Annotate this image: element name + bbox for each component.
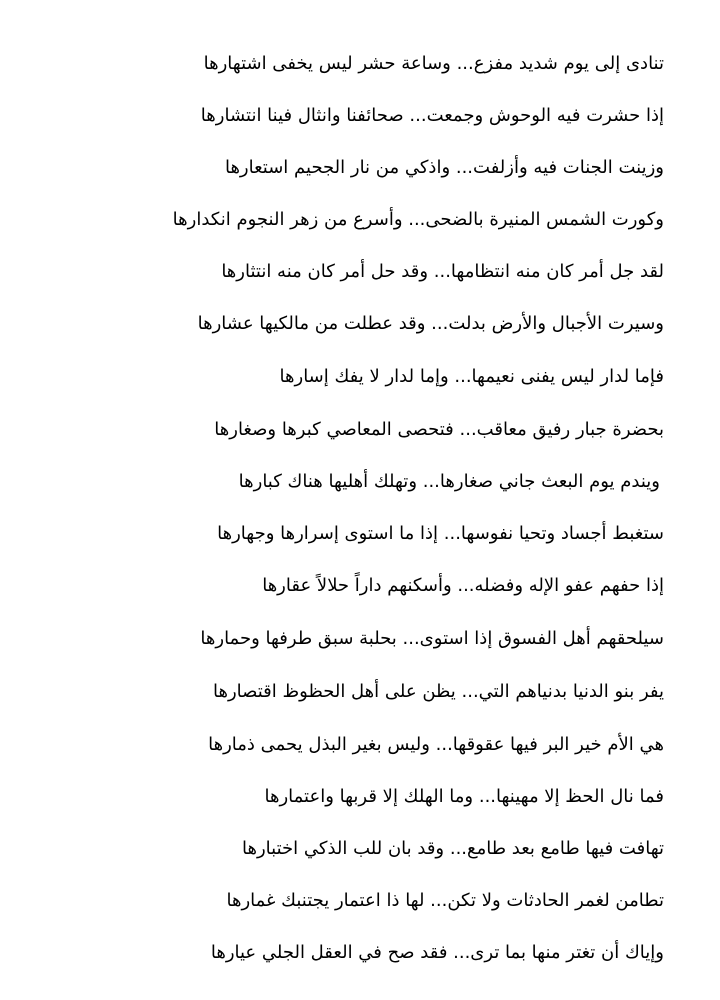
verse-line: وزينت الجنات فيه وأزلفت... واذكي من نار الجحيم استعارها — [224, 157, 664, 178]
verse-line: هي الأم خير البر فيها عقوقها... وليس بغير البذل يحمى ذمارها — [208, 734, 664, 755]
verse-line: لقد جل أمر كان منه انتظامها... وقد حل أمر كان منه انتثارها — [221, 261, 664, 282]
verse-line: وإياك أن تغتر منها بما ترى... فقد صح في العقل الجلي عيارها — [210, 942, 664, 963]
verse-line: سيلحقهم أهل الفسوق إذا استوى... بحلبة سبق طرفها وحمارها — [200, 628, 664, 649]
verse-line: تطامن لغمر الحادثات ولا تكن... لها ذا اعتمار يجتنبك غمارها — [226, 890, 664, 911]
verse-line: فما نال الحظ إلا مهينها... وما الهلك إلا قربها واعتمارها — [264, 786, 664, 807]
verse-line: وسيرت الأجبال والأرض بدلت... وقد عطلت من مالكيها عشارها — [197, 313, 664, 334]
verse-line: بحضرة جبار رفيق معاقب... فتحصى المعاصي كبرها وصغارها — [214, 419, 664, 440]
verse-line: ستغبط أجساد وتحيا نفوسها... إذا ما استوى إسرارها وجهارها — [217, 523, 664, 544]
verse-line: تنادى إلى يوم شديد مفزع... وساعة حشر ليس يخفى اشتهارها — [203, 53, 664, 74]
verse-line: يفر بنو الدنيا بدنياهم التي... يظن على أهل الحظوظ اقتصارها — [212, 681, 664, 702]
verse-line: ويندم يوم البعث جاني صغارها... وتهلك أهليها هناك كبارها — [238, 471, 660, 492]
verse-line: إذا حشرت فيه الوحوش وجمعت... صحائفنا وانثال فينا انتشارها — [200, 105, 664, 126]
verse-line: تهافت فيها طامع بعد طامع... وقد بان للب الذكي اختبارها — [242, 838, 664, 859]
verse-line: وكورت الشمس المنيرة بالضحى... وأسرع من زهر النجوم انكدارها — [172, 209, 664, 230]
verse-line: إذا حفهم عفو الإله وفضله... وأسكنهم داراً حلالاً عقارها — [262, 575, 664, 596]
verse-line: فإما لدار ليس يفنى نعيمها... وإما لدار لا يفك إسارها — [279, 366, 664, 387]
